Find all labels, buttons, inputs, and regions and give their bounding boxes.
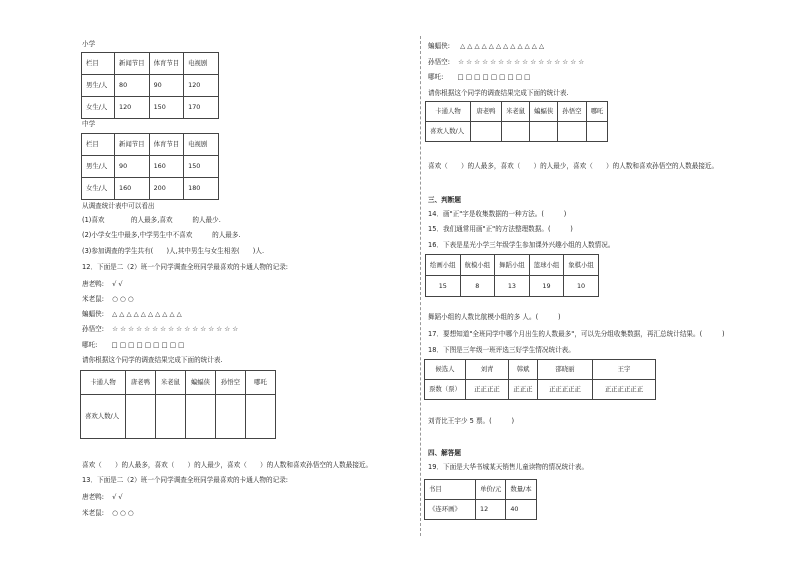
table-header: 卡通人物: [81, 371, 126, 395]
q11-part3: (3)参加调查的学生共有( )人,其中男生与女生相差( )人.: [82, 247, 265, 255]
answer-cell[interactable]: [530, 122, 558, 142]
table-header: 体育节目: [149, 53, 184, 75]
table-header: 邵晓丽: [537, 360, 592, 380]
question-15: 15．我们通常用画"正"的方法整理数据。( ): [428, 225, 573, 233]
table-header: 哪吒: [246, 371, 276, 395]
fill-in-sentence: 喜欢（ ）的人最多，喜欢（ ）的人最少，喜欢（ ）的人数和喜欢孙悟空的人数最接近。: [428, 162, 719, 170]
q12-title: 12．下面是二（2）班一个同学调查全班同学最喜欢的卡通人物的记录:: [82, 263, 289, 271]
table-header: 航模小组: [460, 255, 495, 276]
answer-cell[interactable]: [126, 395, 156, 439]
q12-stat-table: [80, 370, 276, 439]
record-row: [428, 74, 530, 81]
tally-marks: ☆ ☆ ☆ ☆ ☆ ☆ ☆ ☆ ☆ ☆ ☆ ☆ ☆ ☆ ☆ ☆: [112, 325, 239, 333]
record-row: [428, 59, 584, 66]
table-header: 舞蹈小组: [495, 255, 530, 276]
vote-table: [424, 359, 656, 400]
answer-cell[interactable]: [246, 395, 276, 439]
table-header: 栏目: [82, 134, 115, 156]
table-cell: 200: [149, 178, 184, 200]
table-header: 数量/本: [506, 480, 536, 500]
table-cell: 13: [495, 276, 530, 297]
record-name: 哪吒:: [82, 341, 98, 349]
middle-title: 中学: [82, 120, 96, 128]
table-header: 唐老鸭: [471, 102, 502, 122]
table-row-label: 喜欢人数/人: [426, 122, 471, 142]
record-name: 蝙蝠侠:: [82, 310, 105, 318]
tally-cell: 正正正正: [465, 380, 508, 400]
answer-cell[interactable]: [586, 122, 608, 142]
table-row-label: 票数（票）: [425, 380, 466, 400]
q12-instruction: 请你根据这个同学的调查结果完成下面的统计表.: [82, 356, 223, 364]
record-name: 哪吒:: [428, 73, 444, 81]
q16-statement: 舞蹈小组的人数比航模小组的多 人。( ): [428, 313, 561, 321]
interest-group-table: [425, 254, 599, 297]
table-header: 韩斌: [508, 360, 537, 380]
answer-cell[interactable]: [471, 122, 502, 142]
tally-marks: ○ ○ ○: [112, 295, 134, 303]
answer-cell[interactable]: [186, 395, 216, 439]
record-row: [82, 281, 123, 288]
table-cell: 120: [115, 97, 150, 119]
table-header: 孙悟空: [216, 371, 246, 395]
table-row-label: 喜欢人数/人: [81, 395, 126, 439]
table-cell: 12: [476, 500, 506, 520]
record-row: [82, 342, 184, 349]
table-header: 电视剧: [184, 53, 219, 75]
q13-title: 13．下面是二（2）班一个同学调查全班同学最喜欢的卡通人物的记录:: [82, 476, 289, 484]
record-name: 蝙蝠侠:: [428, 42, 451, 50]
table-cell: 150: [184, 156, 219, 178]
table-cell: 90: [115, 156, 150, 178]
primary-school-table: [81, 52, 219, 119]
table-cell: 160: [149, 156, 184, 178]
table-cell: 女生/人: [82, 178, 115, 200]
instruction: 请你根据这个同学的调查结果完成下面的统计表.: [428, 89, 569, 97]
q12-fill-in: 喜欢（ ）的人最多，喜欢（ ）的人最少，喜欢（ ）的人数和喜欢孙悟空的人数最接近。: [82, 461, 373, 469]
book-sales-table: [424, 479, 537, 520]
table-cell: 40: [506, 500, 536, 520]
table-header: 孙悟空: [558, 102, 586, 122]
q11-intro: 从调查统计表中可以看出: [82, 202, 155, 210]
record-name: 孙悟空:: [428, 58, 451, 66]
table-header: 体育节目: [149, 134, 184, 156]
table-header: 米老鼠: [502, 102, 530, 122]
tally-cell: 正正正正正正: [592, 380, 655, 400]
table-header: 电视剧: [184, 134, 219, 156]
record-row: [82, 510, 134, 517]
tally-marks: √ √: [112, 493, 123, 501]
table-cell: 80: [115, 75, 150, 97]
question-18: 18．下图是三年级一班评选三好学生情况统计表。: [428, 346, 575, 354]
table-cell: 150: [149, 97, 184, 119]
table-header: 栏目: [82, 53, 115, 75]
primary-title: 小学: [82, 40, 96, 48]
q18-statement: 刘青比王宇少 5 票。( ): [428, 417, 515, 425]
tally-marks: □ □ □ □ □ □ □ □ □: [457, 73, 531, 81]
q11-part1: (1)喜欢 的人最多,喜欢 的人最少.: [82, 216, 221, 224]
record-name: 孙悟空:: [82, 325, 105, 333]
table-header: 蝙蝠侠: [530, 102, 558, 122]
tally-marks: ○ ○ ○: [112, 509, 134, 517]
middle-school-table: [81, 133, 219, 200]
tally-cell: 正正正正正: [537, 380, 592, 400]
table-header: 哪吒: [586, 102, 608, 122]
record-name: 唐老鸭:: [82, 493, 105, 501]
table-cell: 120: [184, 75, 219, 97]
record-name: 米老鼠:: [82, 509, 105, 517]
record-name: 唐老鸭:: [82, 280, 105, 288]
answer-cell[interactable]: [156, 395, 186, 439]
table-cell: 男生/人: [82, 156, 115, 178]
table-cell: 90: [149, 75, 184, 97]
tally-marks: △ △ △ △ △ △ △ △ △ △: [112, 310, 182, 318]
table-header: 新闻节目: [115, 53, 150, 75]
table-cell: 男生/人: [82, 75, 115, 97]
table-header: 篮球小组: [529, 255, 564, 276]
table-cell: 180: [184, 178, 219, 200]
table-header: 绘画小组: [426, 255, 461, 276]
record-name: 米老鼠:: [82, 295, 105, 303]
table-cell: 10: [564, 276, 599, 297]
tally-marks: △ △ △ △ △ △ △ △ △ △ △ △: [460, 42, 545, 50]
table-cell: 160: [115, 178, 150, 200]
tally-cell: 正正正: [508, 380, 537, 400]
question-19: 19．下面是大华书城某天销售儿童读物的情况统计表。: [428, 463, 589, 471]
table-header: 单价/元: [476, 480, 506, 500]
table-header: 象棋小组: [564, 255, 599, 276]
table-cell: 《连环画》: [425, 500, 476, 520]
answer-cell[interactable]: [558, 122, 586, 142]
table-cell: 8: [460, 276, 495, 297]
table-header: 米老鼠: [156, 371, 186, 395]
section-true-false: 三、判断题: [428, 196, 461, 204]
record-row: [82, 494, 123, 501]
table-header: 新闻节目: [115, 134, 150, 156]
table-cell: 女生/人: [82, 97, 115, 119]
table-header: 蝙蝠侠: [186, 371, 216, 395]
answer-cell[interactable]: [216, 395, 246, 439]
column-divider: [420, 36, 421, 536]
cartoon-stat-table: [425, 101, 608, 142]
table-header: 卡通人物: [426, 102, 471, 122]
tally-marks: □ □ □ □ □ □ □ □ □: [111, 341, 185, 349]
question-14: 14．画"正"字是收集数据的一种方法。( ): [428, 210, 567, 218]
table-header: 刘青: [465, 360, 508, 380]
answer-cell[interactable]: [502, 122, 530, 142]
tally-marks: √ √: [112, 280, 123, 288]
q11-part2: (2)小学女生中最多,中学男生中不喜欢 的人最多.: [82, 231, 241, 239]
question-17: 17．要想知道"全班同学中哪个月出生的人数最多"，可以先分组收集数据，再汇总统计结果。( ): [428, 330, 725, 338]
table-header: 唐老鸭: [126, 371, 156, 395]
question-16: 16．下表是星光小学三年级学生参加课外兴趣小组的人数情况。: [428, 241, 615, 249]
table-header: 书目: [425, 480, 476, 500]
table-cell: 170: [184, 97, 219, 119]
tally-marks: ☆ ☆ ☆ ☆ ☆ ☆ ☆ ☆ ☆ ☆ ☆ ☆ ☆ ☆ ☆ ☆: [458, 58, 585, 66]
table-header: 候选人: [425, 360, 466, 380]
table-cell: 15: [426, 276, 461, 297]
record-row: [82, 326, 238, 333]
section-answer: 四、解答题: [428, 449, 461, 457]
record-row: [82, 296, 134, 303]
table-header: 王宇: [592, 360, 655, 380]
record-row: [82, 311, 182, 318]
record-row: [428, 43, 544, 50]
table-cell: 19: [529, 276, 564, 297]
